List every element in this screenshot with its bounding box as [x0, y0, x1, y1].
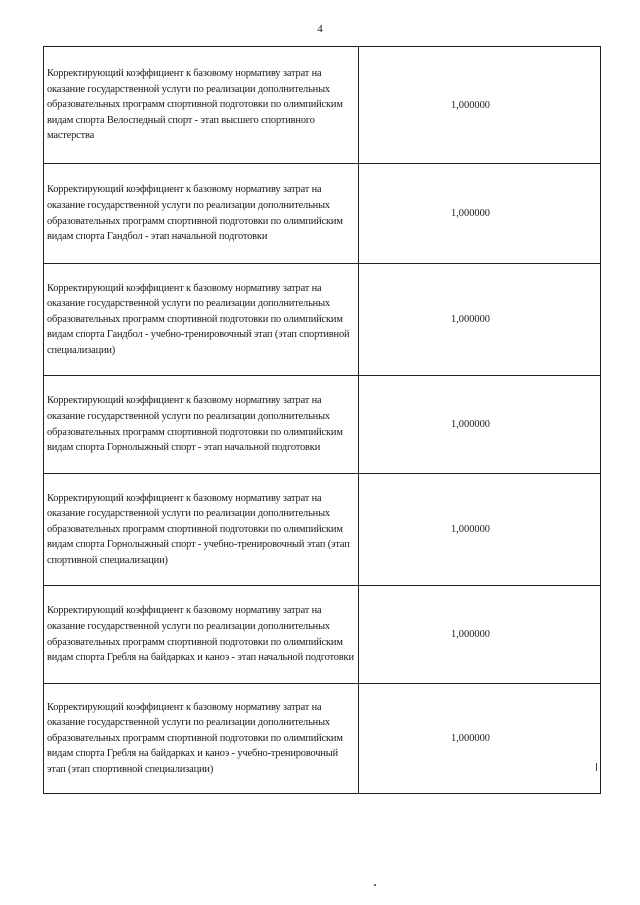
scan-mark	[596, 763, 597, 771]
coefficient-description: Корректирующий коэффициент к базовому нормативу затрат на оказание государственной услуги по реализации дополнительных образовательных программ спортивной подготовки по олимпийским видам спорта Велоспедный спорт - этап высшего спортивного мастерства	[44, 47, 359, 164]
coefficient-description: Корректирующий коэффициент к базовому нормативу затрат на оказание государственной услуги по реализации дополнительных образовательных программ спортивной подготовки по олимпийским видам спорта Гребля на байдарках и каноэ - этап начальной подготовки	[44, 586, 359, 684]
coefficient-description: Корректирующий коэффициент к базовому нормативу затрат на оказание государственной услуги по реализации дополнительных образовательных программ спортивной подготовки по олимпийским видам спорта Горнолыжный спорт - этап начальной подготовки	[44, 376, 359, 474]
coefficient-description: Корректирующий коэффициент к базовому нормативу затрат на оказание государственной услуги по реализации дополнительных образовательных программ спортивной подготовки по олимпийским видам спорта Горнолыжный спорт - учебно-тренировочный этап (этап спортивной специализации)	[44, 474, 359, 586]
table-row	[44, 376, 601, 474]
coefficient-value: 1,000000	[359, 684, 601, 794]
coefficient-description: Корректирующий коэффициент к базовому нормативу затрат на оказание государственной услуги по реализации дополнительных образовательных программ спортивной подготовки по олимпийским видам спорта Гандбол - этап начальной подготовки	[44, 164, 359, 264]
coefficient-value: 1,000000	[359, 474, 601, 586]
table-row	[44, 47, 601, 164]
coefficient-value: 1,000000	[359, 376, 601, 474]
table-row	[44, 684, 601, 794]
page-number: 4	[317, 23, 323, 35]
coefficient-value: 1,000000	[359, 164, 601, 264]
table-row	[44, 264, 601, 376]
coefficient-description: Корректирующий коэффициент к базовому нормативу затрат на оказание государственной услуги по реализации дополнительных образовательных программ спортивной подготовки по олимпийским видам спорта Гандбол - учебно-тренировочный этап (этап спортивной специализации)	[44, 264, 359, 376]
coefficient-table	[43, 46, 601, 794]
table-row	[44, 474, 601, 586]
scan-speck	[374, 884, 376, 886]
coefficient-value: 1,000000	[359, 264, 601, 376]
table-row	[44, 586, 601, 684]
coefficient-value: 1,000000	[359, 586, 601, 684]
coefficient-value: 1,000000	[359, 47, 601, 164]
coefficient-description: Корректирующий коэффициент к базовому нормативу затрат на оказание государственной услуги по реализации дополнительных образовательных программ спортивной подготовки по олимпийским видам спорта Гребля на байдарках и каноэ - учебно-тренировочный этап (этап спортивной специализации)	[44, 684, 359, 794]
table-row	[44, 164, 601, 264]
